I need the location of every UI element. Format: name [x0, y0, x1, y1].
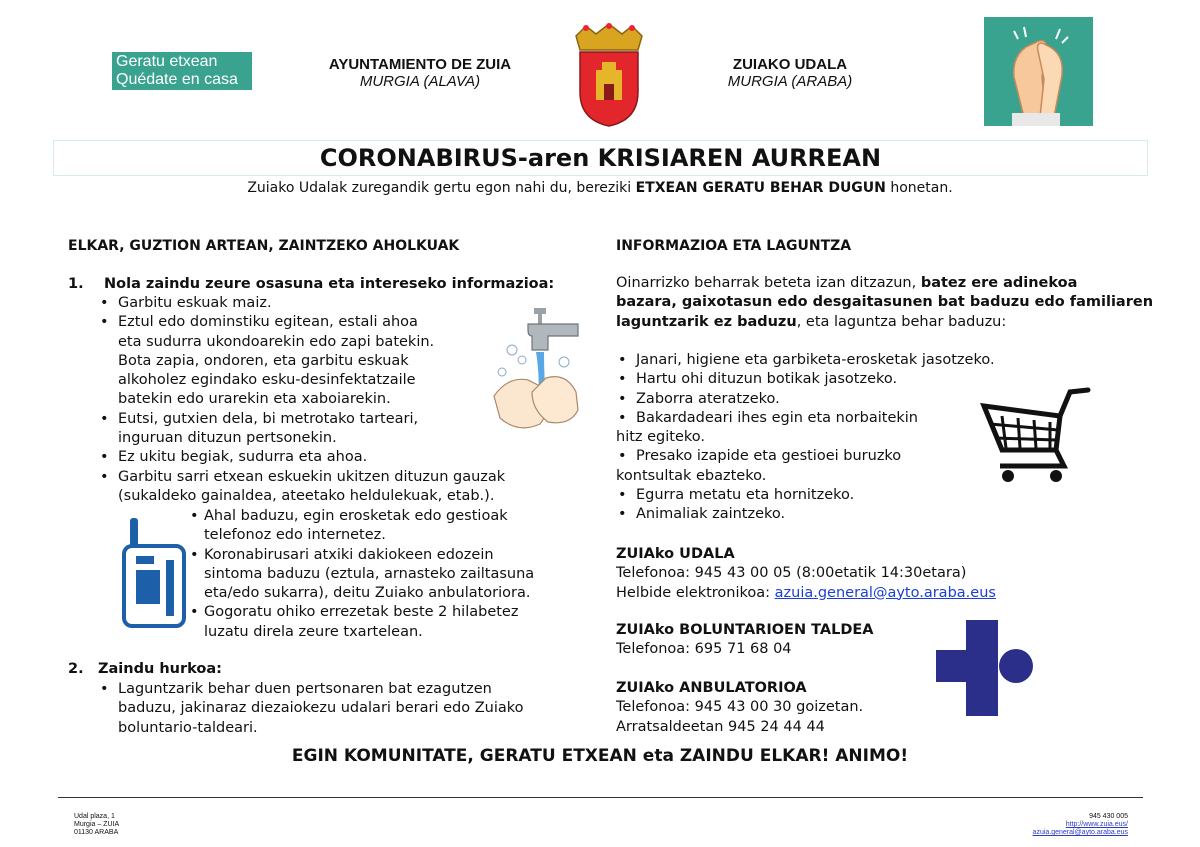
left-org-subtitle: MURGIA (ALAVA): [359, 73, 481, 90]
subtitle-pre: Zuiako Udalak zuregandik gertu egon nahi du, bereziki: [247, 180, 636, 196]
footer-contact: [980, 813, 1128, 837]
page-title: CORONABIRUS-aren KRISIAREN AURREAN: [53, 140, 1148, 176]
list-item-cont: boluntario-taldeari.: [118, 719, 258, 736]
footer-address-line: 01130 ARABA: [74, 829, 119, 836]
list-item-cont: inguruan dituzun pertsonekin.: [118, 430, 337, 447]
list-item: • Zaborra ateratzeko.: [616, 390, 1046, 409]
badge-line-1: Geratu etxean: [116, 53, 218, 70]
contact-title: ZUIAko BOLUNTARIOEN TALDEA: [616, 622, 874, 638]
list-item: • Garbitu sarri etxean eskuekin ukitzen dituzun gauzak: [98, 468, 558, 487]
contact-udala: [616, 545, 1176, 603]
clapping-hands-icon: [984, 17, 1093, 126]
list-item-cont: luzatu direla zeure txartelean.: [204, 623, 423, 640]
list-item-cont: telefonoz edo internetez.: [204, 527, 386, 544]
page-subtitle: [0, 180, 1200, 196]
list-item: • Eutsi, gutxien dela, bi metrotako tarteari,: [98, 410, 558, 429]
section-1-list-b: [188, 507, 568, 642]
right-org-title: ZUIAKO UDALA: [732, 56, 848, 73]
left-org-title: AYUNTAMIENTO DE ZUIA: [328, 56, 512, 73]
right-org-block: [690, 56, 890, 90]
osakidetza-logo-icon: [936, 620, 1036, 716]
shopping-cart-icon: [980, 386, 1094, 486]
footer-address-line: Udal plaza, 1: [74, 813, 115, 820]
subtitle-post: honetan.: [885, 180, 953, 196]
list-item-cont: Bota zapia, ondoren, eta garbitu eskuak: [118, 352, 409, 369]
coat-of-arms-icon: [568, 22, 650, 128]
slogan: EGIN KOMUNITATE, GERATU ETXEAN eta ZAINDU ELKAR! ANIMO!: [291, 746, 909, 766]
section-2-title: Zaindu hurkoa:: [98, 661, 222, 677]
telephone-icon: [120, 516, 188, 628]
list-item: • Hartu ohi dituzun botikak jasotzeko.: [616, 370, 1046, 389]
email-label: Helbide elektronikoa:: [616, 584, 775, 601]
list-item-cont: kontsultak ebazteko.: [616, 467, 767, 484]
list-item: • Egurra metatu eta hornitzeko.: [616, 486, 1046, 505]
contact-title: ZUIAko UDALA: [616, 546, 735, 562]
footer-web-link[interactable]: http://www.zuia.eus/: [1065, 821, 1128, 828]
list-item: • Animaliak zaintzeko.: [616, 505, 1046, 524]
left-heading: ELKAR, GUZTION ARTEAN, ZAINTZEKO AHOLKUAK: [68, 238, 460, 254]
list-item-cont: batekin edo urarekin eta xaboiarekin.: [118, 391, 391, 408]
intro-bold-3: laguntzarik ez baduzu: [616, 313, 797, 330]
list-item: • Janari, higiene eta garbiketa-erosketak jasotzeko.: [616, 351, 1046, 370]
footer-email-link[interactable]: azuia.general@ayto.araba.eus: [1032, 829, 1128, 836]
right-heading: INFORMAZIOA ETA LAGUNTZA: [616, 238, 852, 254]
contact-phone: Telefonoa: 945 43 00 30 goizetan.: [616, 699, 864, 716]
list-item: • Eztul edo dominstiku egitean, estali ahoa: [98, 313, 558, 332]
intro-bold-1: batez ere adinekoa: [920, 275, 1078, 291]
contact-phone: Telefonoa: 695 71 68 04: [616, 641, 792, 658]
list-item-cont: eta/edo sukarra), deitu Zuiako anbulatoriora.: [204, 585, 531, 602]
contact-title: ZUIAko ANBULATORIOA: [616, 680, 807, 696]
section-2-number: 2.: [68, 661, 84, 677]
list-item-cont: baduzu, jakinaraz diezaiokezu udalari berari edo Zuiako: [118, 700, 524, 717]
list-item-cont: sintoma baduzu (eztula, arnasteko zailtasuna: [204, 565, 535, 582]
hand-washing-icon: [488, 306, 584, 436]
clapping-hands-image: [984, 17, 1093, 126]
contact-email-row: [616, 584, 1176, 603]
list-item-cont: alkoholez egindako esku-desinfektatzaile: [118, 372, 416, 389]
email-link[interactable]: azuia.general@ayto.araba.eus: [774, 584, 996, 601]
footer-phone: 945 430 005: [1089, 813, 1128, 820]
stay-home-badge: [112, 52, 252, 90]
intro-post: , eta laguntza behar baduzu:: [796, 313, 1007, 330]
list-item: • Laguntzarik behar duen pertsonaren bat ezagutzen: [98, 680, 578, 699]
badge-line-2: Quédate en casa: [116, 71, 238, 88]
section-1-number: 1.: [68, 276, 84, 292]
list-item: • Presako izapide eta gestioei buruzko: [616, 447, 1046, 466]
subtitle-bold: ETXEAN GERATU BEHAR DUGUN: [635, 180, 886, 196]
list-item: • Bakardadeari ihes egin eta norbaitekin: [616, 409, 1046, 428]
intro-pre: Oinarrizko beharrak beteta izan ditzazun,: [616, 275, 921, 291]
list-item-cont: eta sudurra ukondoarekin edo zapi batekin.: [118, 333, 435, 350]
right-org-subtitle: MURGIA (ARABA): [727, 73, 853, 90]
contact-afternoon-phone: Arratsaldeetan 945 24 44 44: [616, 718, 825, 735]
list-item-cont: (sukaldeko gainaldea, ateetako heldulekuak, etab.).: [118, 487, 495, 504]
left-org-block: [310, 56, 530, 90]
footer-address-line: Murgia – ZUIA: [74, 821, 120, 828]
section-2-list: [98, 680, 578, 738]
section-1-title: Nola zaindu zeure osasuna eta intereseko informazioa:: [104, 276, 555, 292]
list-item: • Ahal baduzu, egin erosketak edo gestioak: [188, 507, 568, 526]
footer-address: [74, 813, 119, 837]
footer-divider: [58, 797, 1143, 798]
list-item: • Gogoratu ohiko errezetak beste 2 hilabetez: [188, 603, 568, 622]
list-item: • Koronabirusari atxiki dakiokeen edozein: [188, 546, 568, 565]
contact-phone: Telefonoa: 945 43 00 05 (8:00etatik 14:30etara): [616, 565, 967, 582]
intro-bold-2: bazara, gaixotasun edo desgaitasunen bat baduzu edo familiaren: [616, 294, 1154, 311]
list-item: • Garbitu eskuak maiz.: [98, 294, 558, 313]
list-item-cont: hitz egiteko.: [616, 429, 705, 446]
right-intro: [616, 274, 1156, 332]
list-item: • Ez ukitu begiak, sudurra eta ahoa.: [98, 448, 558, 467]
